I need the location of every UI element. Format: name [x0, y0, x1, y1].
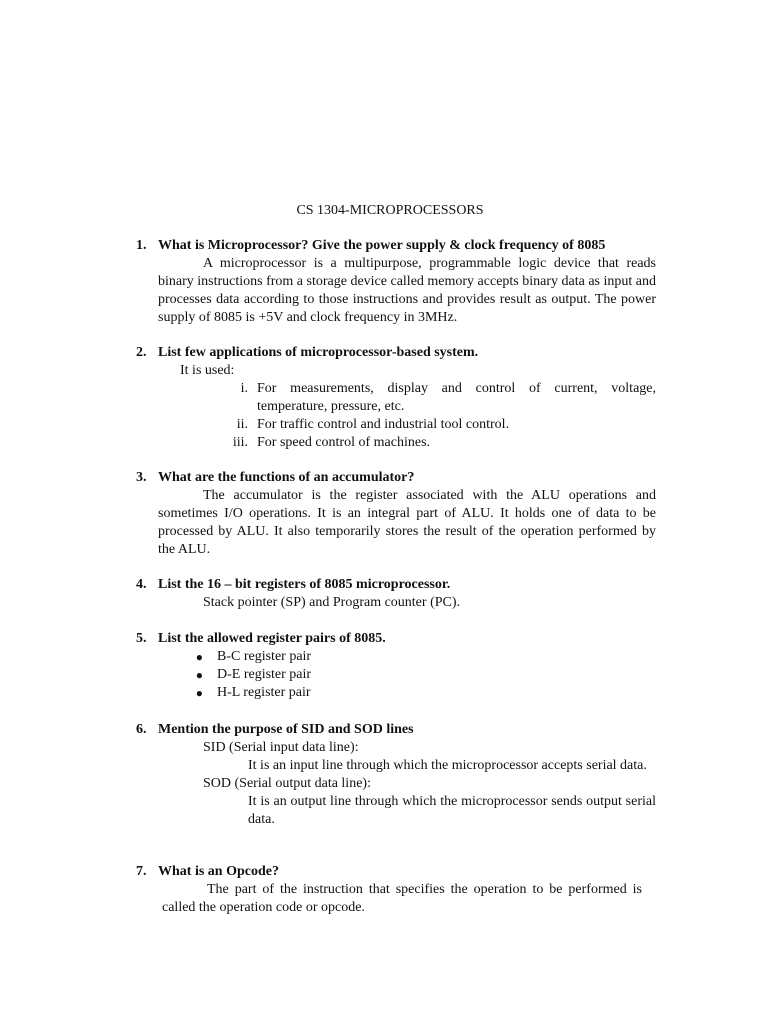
question-5 [136, 630, 656, 702]
sid-text: It is an input line through which the microprocessor accepts serial data. [248, 758, 647, 773]
question-heading [136, 721, 656, 739]
sod-text: It is an output line through which the microprocessor sends output serial data. [248, 794, 656, 827]
list-item [158, 666, 656, 684]
register-pairs-list [158, 648, 656, 702]
applications-list [158, 380, 656, 452]
question-number: 6. [136, 722, 147, 737]
list-item-text: H-L register pair [217, 685, 311, 700]
question-heading [136, 576, 656, 594]
question-title: List the allowed register pairs of 8085. [158, 631, 386, 646]
list-item-number: i. [240, 381, 248, 396]
bullet-icon: ● [195, 650, 203, 664]
list-item [158, 648, 656, 666]
answer-body [158, 648, 656, 702]
list-item [158, 684, 656, 702]
answer-text: The part of the instruction that specifies the operation to be performed is called the operation code or opcode. [162, 882, 642, 915]
question-heading [136, 630, 656, 648]
list-item [158, 434, 656, 452]
document-title: CS 1304-MICROPROCESSORS [296, 203, 484, 218]
bullet-icon: ● [195, 668, 203, 682]
answer-body [158, 739, 656, 829]
list-item [158, 416, 656, 434]
list-item-text: D-E register pair [217, 667, 312, 682]
sod-label: SOD (Serial output data line): [203, 776, 371, 791]
question-heading [136, 863, 656, 881]
answer-text: The accumulator is the register associated with the ALU operations and sometimes I/O operations. It is an integral part of ALU. It holds one of data to be processed by ALU. It also temporarily stores the result of the operation performed by the ALU. [158, 488, 656, 557]
question-title: List few applications of microprocessor-based system. [158, 345, 479, 360]
list-item-number: ii. [236, 417, 248, 432]
list-item-number: iii. [232, 435, 248, 450]
question-1 [136, 237, 656, 327]
question-title: What are the functions of an accumulator? [158, 470, 415, 485]
question-7 [136, 863, 656, 917]
question-2 [136, 344, 656, 452]
question-number: 1. [136, 238, 147, 253]
answer-intro: It is used: [180, 363, 235, 378]
question-number: 3. [136, 470, 147, 485]
answer-text: Stack pointer (SP) and Program counter (PC). [203, 595, 461, 610]
question-title: Mention the purpose of SID and SOD lines [158, 722, 414, 737]
answer-body [158, 362, 656, 452]
list-item-text: B-C register pair [217, 649, 312, 664]
answer-text: A microprocessor is a multipurpose, programmable logic device that reads binary instructions from a storage device called memory accepts binary data as input and processes data according to those instructions and provides result as output. The power supply of 8085 is +5V and clock frequency in 3MHz. [158, 256, 656, 325]
list-item-text: For traffic control and industrial tool control. [257, 417, 510, 432]
question-6 [136, 721, 656, 829]
question-4 [136, 576, 656, 612]
question-heading [136, 237, 656, 255]
question-title: What is Microprocessor? Give the power supply & clock frequency of 8085 [158, 238, 606, 253]
list-item-text: For speed control of machines. [257, 435, 431, 450]
question-number: 5. [136, 631, 147, 646]
sid-label: SID (Serial input data line): [203, 740, 359, 755]
question-heading [136, 344, 656, 362]
question-3 [136, 469, 656, 559]
bullet-icon: ● [195, 686, 203, 700]
question-heading [136, 469, 656, 487]
list-item [158, 380, 656, 416]
question-title: List the 16 – bit registers of 8085 microprocessor. [158, 577, 451, 592]
question-number: 7. [136, 864, 147, 879]
question-number: 4. [136, 577, 147, 592]
list-item-text: For measurements, display and control of current, voltage, temperature, pressure, etc. [257, 381, 656, 414]
question-title: What is an Opcode? [158, 864, 279, 879]
question-number: 2. [136, 345, 147, 360]
